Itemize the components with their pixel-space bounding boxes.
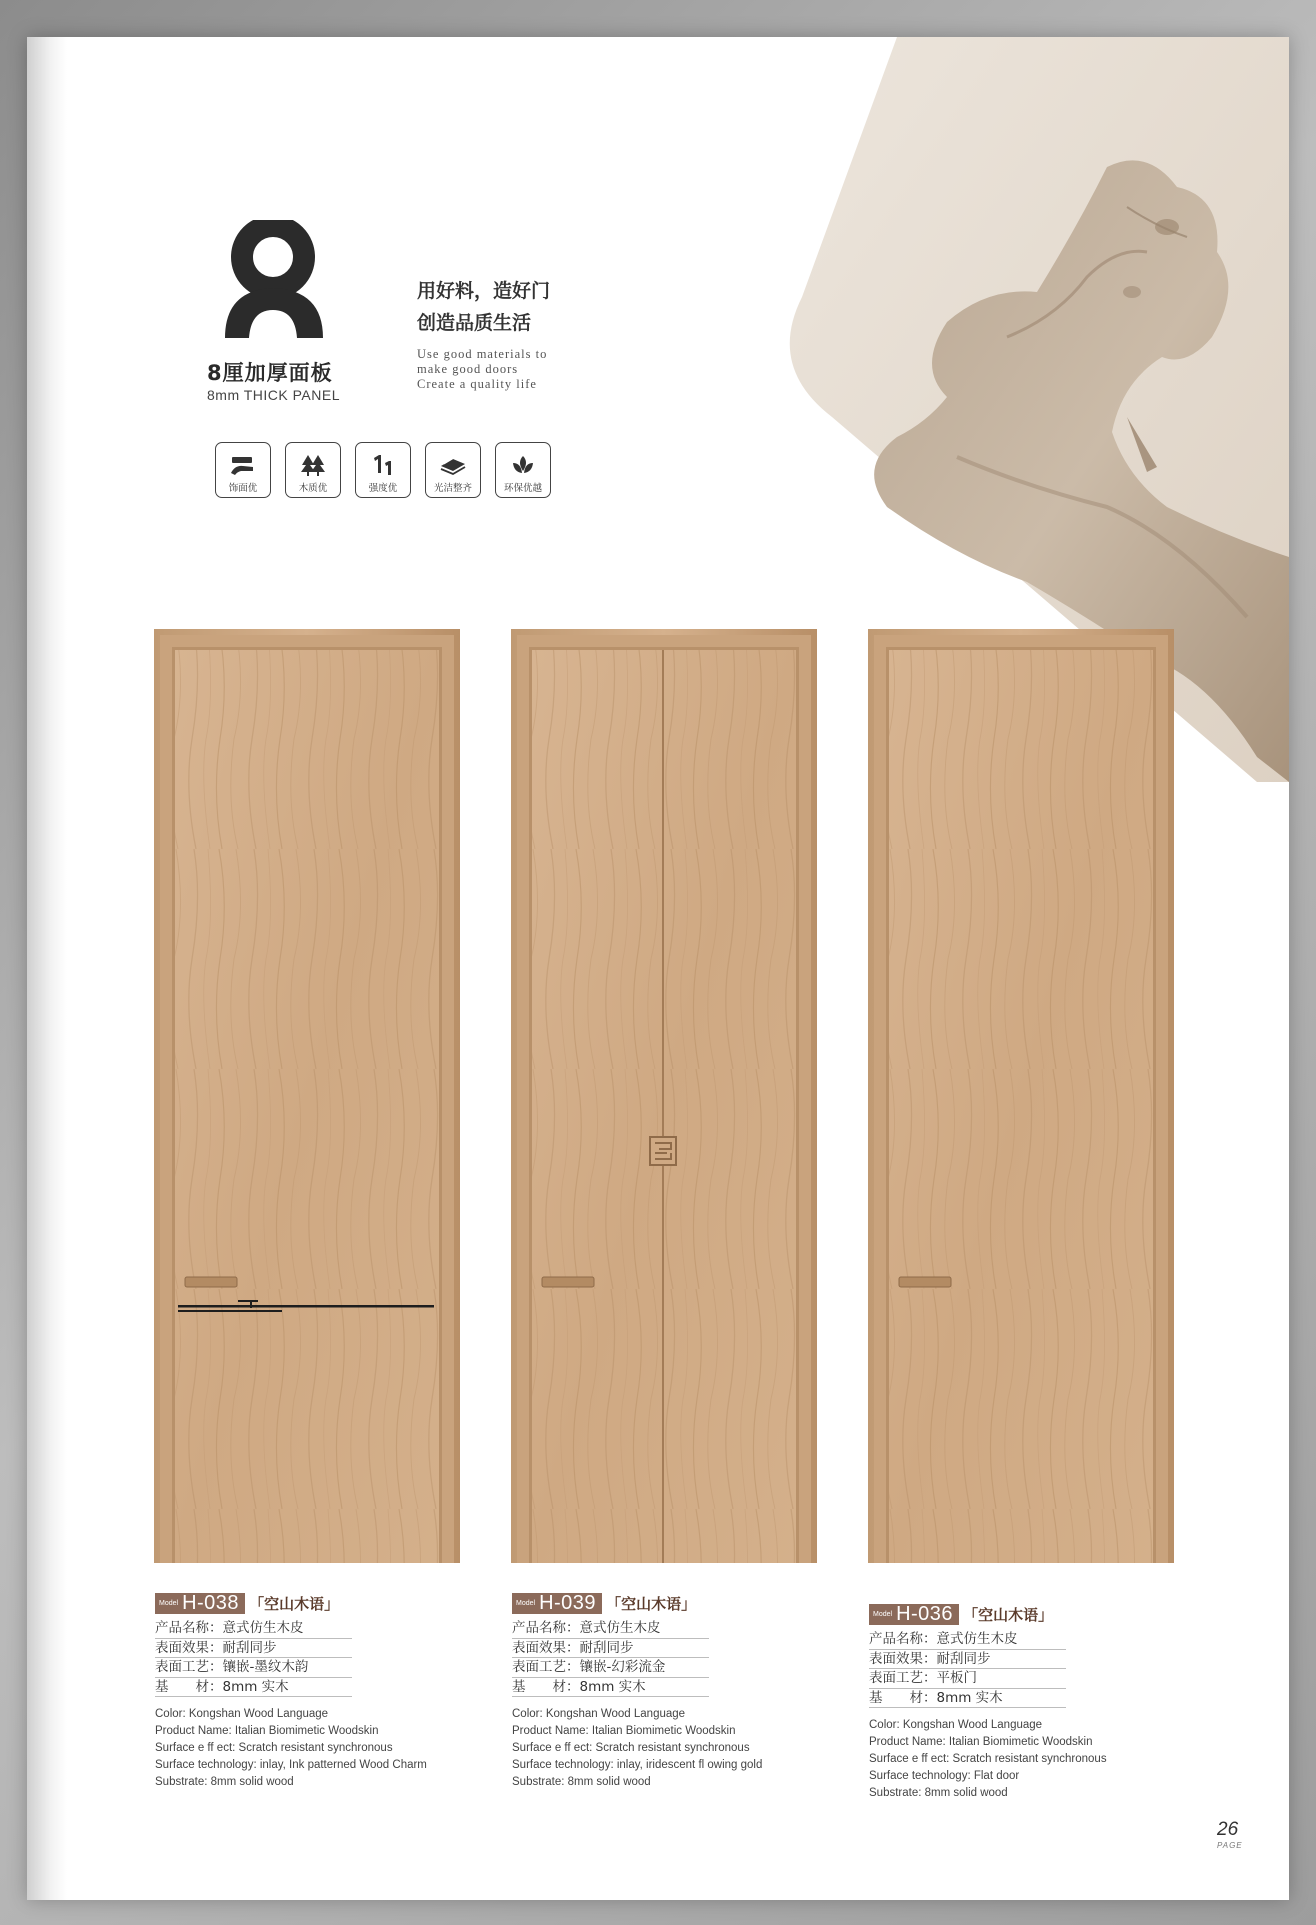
feature-label: 饰面优 bbox=[228, 483, 258, 494]
trees-icon bbox=[299, 453, 327, 477]
spec-row: 产品名称：意式仿生木皮 bbox=[869, 1630, 1066, 1650]
spec-en-row: Surface technology: Flat door bbox=[869, 1770, 1020, 1782]
page-number-label: PAGE bbox=[1217, 1841, 1243, 1850]
door-h038 bbox=[154, 629, 460, 1563]
spec-en-row: Substrate: 8mm solid wood bbox=[869, 1787, 1008, 1799]
slogan-en-line3: Create a quality life bbox=[417, 377, 537, 391]
spec-cn bbox=[512, 1619, 709, 1697]
door-handle bbox=[899, 1277, 951, 1287]
logo-title-en: 8mm THICK PANEL bbox=[207, 387, 341, 403]
spec-en bbox=[512, 1706, 812, 1791]
model-prefix: Model bbox=[159, 1600, 179, 1607]
feature-label: 强度优 bbox=[368, 483, 398, 494]
slogan-cn-line2: 创造品质生活 bbox=[417, 312, 532, 334]
feature-finish bbox=[215, 442, 271, 498]
spec-en bbox=[155, 1706, 455, 1791]
spec-row: 表面效果：耐刮同步 bbox=[869, 1650, 1066, 1670]
feature-label: 环保优越 bbox=[503, 483, 542, 494]
slogan-en-line1: Use good materials to bbox=[417, 347, 548, 361]
feature-smooth bbox=[425, 442, 481, 498]
model-tag bbox=[512, 1593, 602, 1614]
spec-en-row: Surface technology: inlay, iridescent fl owing gold bbox=[512, 1759, 763, 1771]
spec-cn bbox=[155, 1619, 352, 1697]
feature-label: 木质优 bbox=[298, 483, 328, 494]
leaf-icon bbox=[509, 453, 537, 477]
spec-row: 产品名称：意式仿生木皮 bbox=[155, 1619, 352, 1639]
spec-en-row: Color: Kongshan Wood Language bbox=[155, 1708, 329, 1720]
spec-en-row: Color: Kongshan Wood Language bbox=[512, 1708, 686, 1720]
spec-row: 表面效果：耐刮同步 bbox=[155, 1639, 352, 1659]
stacked-panels-icon bbox=[439, 453, 467, 477]
slogan-cn-line1: 用好料，造好门 bbox=[417, 280, 551, 302]
spec-row: 基 材：8mm 实木 bbox=[512, 1678, 709, 1698]
spec-row: 表面效果：耐刮同步 bbox=[512, 1639, 709, 1659]
spec-en-row: Substrate: 8mm solid wood bbox=[512, 1776, 651, 1788]
feature-label: 光洁整齐 bbox=[433, 483, 472, 494]
spec-row: 表面工艺：镶嵌-幻彩流金 bbox=[512, 1658, 709, 1678]
feature-icons bbox=[215, 442, 551, 498]
model-tag bbox=[869, 1604, 959, 1625]
series-name: 「空山木语」 bbox=[249, 1595, 340, 1613]
model-prefix: Model bbox=[873, 1611, 893, 1618]
model-prefix: Model bbox=[516, 1600, 536, 1607]
product-h039 bbox=[512, 1593, 812, 1791]
strength-icon bbox=[369, 453, 397, 477]
spec-row: 产品名称：意式仿生木皮 bbox=[512, 1619, 709, 1639]
logo-title-cn: 8厘加厚面板 bbox=[207, 361, 333, 385]
ink-inlay-line bbox=[178, 1305, 434, 1308]
spec-en-row: Product Name: Italian Biomimetic Woodskin bbox=[512, 1725, 736, 1737]
door-h039 bbox=[511, 629, 817, 1563]
model-tag bbox=[155, 1593, 245, 1614]
series-name: 「空山木语」 bbox=[606, 1595, 697, 1613]
spec-en-row: Product Name: Italian Biomimetic Woodskin bbox=[155, 1725, 379, 1737]
thick-panel-logo bbox=[207, 220, 367, 403]
spec-row: 基 材：8mm 实木 bbox=[869, 1689, 1066, 1709]
spec-row: 基 材：8mm 实木 bbox=[155, 1678, 352, 1698]
series-name: 「空山木语」 bbox=[963, 1606, 1054, 1624]
door-h036 bbox=[868, 629, 1174, 1563]
model-code: H-038 bbox=[182, 1592, 240, 1614]
feature-wood bbox=[285, 442, 341, 498]
spec-row: 表面工艺：平板门 bbox=[869, 1669, 1066, 1689]
product-h038 bbox=[155, 1593, 455, 1791]
center-inlay-line bbox=[662, 650, 664, 1563]
model-code: H-036 bbox=[896, 1603, 954, 1625]
eight-logo-icon bbox=[215, 220, 335, 355]
spec-en-row: Surface e ff ect: Scratch resistant synchronous bbox=[869, 1753, 1107, 1765]
product-h036 bbox=[869, 1604, 1169, 1802]
hand-panel-icon bbox=[229, 453, 257, 477]
door-handle bbox=[185, 1277, 237, 1287]
catalog-page bbox=[27, 37, 1289, 1900]
spec-en bbox=[869, 1717, 1169, 1802]
spec-en-row: Surface e ff ect: Scratch resistant synchronous bbox=[155, 1742, 393, 1754]
door-handle bbox=[542, 1277, 594, 1287]
slogan bbox=[417, 275, 550, 392]
page-number-value: 26 bbox=[1217, 1819, 1239, 1840]
spec-cn bbox=[869, 1630, 1066, 1708]
page-number bbox=[1217, 1819, 1243, 1850]
fret-ornament bbox=[650, 1137, 676, 1165]
spec-en-row: Color: Kongshan Wood Language bbox=[869, 1719, 1043, 1731]
spec-en-row: Surface technology: inlay, Ink patterned Wood Charm bbox=[155, 1759, 427, 1771]
slogan-en-line2: make good doors bbox=[417, 362, 519, 376]
feature-strength bbox=[355, 442, 411, 498]
spec-en-row: Surface e ff ect: Scratch resistant synchronous bbox=[512, 1742, 750, 1754]
model-code: H-039 bbox=[539, 1592, 597, 1614]
spec-en-row: Substrate: 8mm solid wood bbox=[155, 1776, 294, 1788]
spec-en-row: Product Name: Italian Biomimetic Woodskin bbox=[869, 1736, 1093, 1748]
spec-row: 表面工艺：镶嵌-墨纹木韵 bbox=[155, 1658, 352, 1678]
feature-eco bbox=[495, 442, 551, 498]
